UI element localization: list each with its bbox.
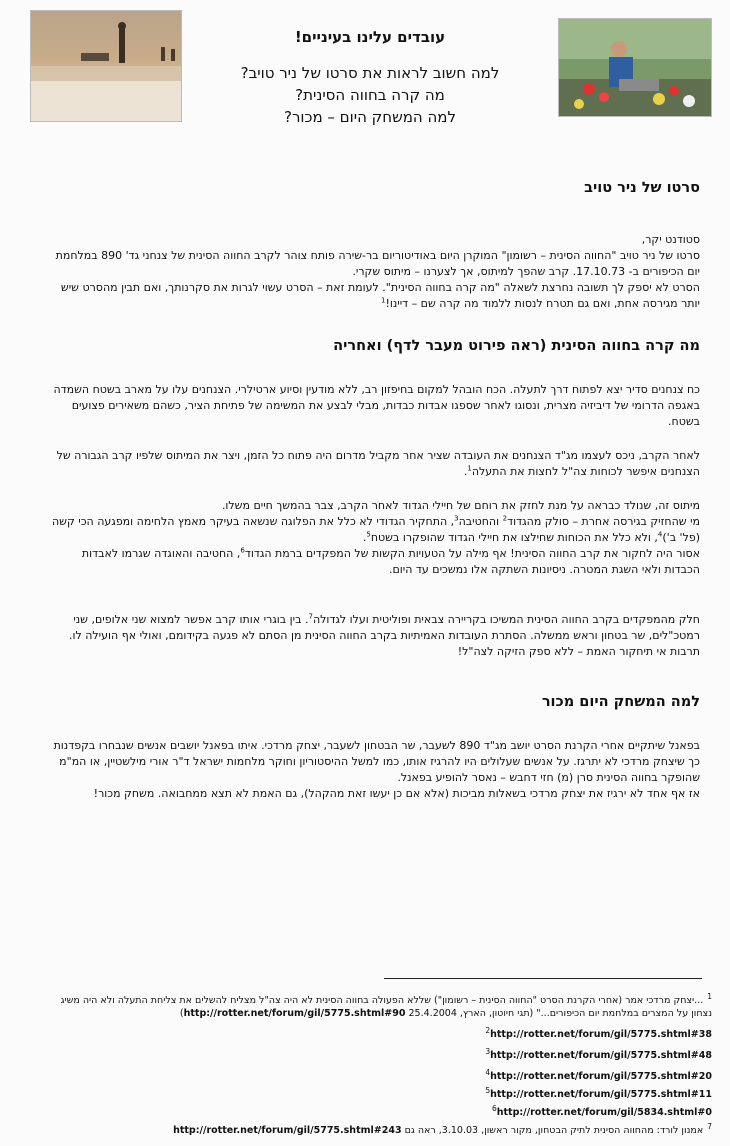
section-rigged-game-body [48, 738, 700, 802]
footnote-link[interactable]: http://rotter.net/forum/gil/5834.shtml#0 [496, 1107, 712, 1119]
footnote-ref[interactable]: 4 [657, 530, 663, 539]
footnote-number: 2 [485, 1026, 491, 1035]
tagline: עובדים עלינו בעיניים! [294, 28, 446, 46]
paragraph: כח צנחנים סדיר יצא לפתוח דרך לתעלה. הכח הובהל למקום בחיפזון רב, ללא מודעין וסיוע ארטילרי. הצנחנים עלו על מארב בשטח השמדה באגפה הדרומי של דיביזיה מצרית, ונסוגו לאחר שספגו אבדות כבדות, מבלי לבצע את המשימה של פתיחת הציר, כשהם משאירים פצועים בשטח. [53, 383, 700, 428]
paragraph: הסרט לא יספק לך תשובה נחרצת לשאלה "מה קרה בחווה הסינית". לעומת זאת – הסרט עשוי לגרות את סקרנותך, ואם תבין מהסרט שיש יותר מגירסה אחת, ואם גם תטרח לנסות ללמוד מה קרה שם – דיינו!$^1$ [60, 281, 700, 310]
section-chinese-farm [48, 338, 700, 354]
footnote-7 [40, 1120, 712, 1137]
paragraph: בפאנל שיתקיים אחרי הקרנת הסרט יושב מג"ד 890 לשעבר, שר הבטחון לשעבר, יצחק מרדכי. איתו בפאנל יושבים אנשים שנבחרו בקפדנות כך שיצחק מרדכי לא יתרגז. על אנשים שעלולים היו להרגיז אותו, כמו למשל ההיסטוריון וחוקר מלחמות ישראל ד"ר אורי מילשטיין, או המ"מ שהופקר בחווה הסינית סרן (מ) חזי דחבש – נאסר להופיע בפאנל. [53, 739, 700, 784]
question-2: מה קרה בחווה הסינית? [295, 86, 445, 104]
section-title: סרטו של ניר טויב [584, 180, 700, 196]
page-header [180, 28, 560, 128]
footnote-text: ...יצחק מרדכי אמר (אחרי הקרנת הסרט "החווה הסינית – רשומון") שללא הפעולה בחווה הסינית לא היה צה"ל מצליח להשלים את צליחת התעלה ולא היה משיג נצחון על המצרים במלחמת יום הכיפורים..." (תגי חיוטון, הארץ, 25.4.2004 [60, 995, 712, 1020]
footnote-2 [40, 1024, 712, 1041]
footnote-link[interactable]: http://rotter.net/forum/gil/5775.shtml#243 [173, 1125, 402, 1137]
footnote-3 [40, 1045, 712, 1062]
footnote-5 [40, 1084, 712, 1101]
paragraph: אסור היה לחקור את קרב החווה הסינית! אף מילה על הטעויות הקשות של המפקדים ברמת הגדוד$^6$, החטיבה והאוגדה שגרמו לאבדות הכבדות ולאי השגת המטרה. ניסיונות השתקה אלו נמשכים עד היום. [81, 546, 700, 576]
footnote-number: 7 [707, 1122, 712, 1131]
footnote-ref[interactable]: 6 [240, 546, 245, 555]
footnote-link[interactable]: http://rotter.net/forum/gil/5775.shtml#38 [490, 1029, 712, 1041]
footnote-ref[interactable]: 2 [502, 514, 508, 523]
paragraph: לאחר הקרב, ניכס לעצמו מג"ד הצנחנים את העובדה שציר אחר מקביל מדרום היה פתוח כל הזמן, ויצר את המיתוס שלפיו קרב הגבורה של הצנחנים איפשר לכוחות צה"ל לחצות את התעלה$^1$. [56, 449, 700, 478]
footnote-text: אמנון לורד: מהחווה הסינית לתיק הבטחון, מקור ראשון, 3.10.03, ראה גם [404, 1125, 704, 1137]
section-title: מה קרה בחווה הסינית (ראה פירוט מעבר לדף) ואחריה [333, 338, 700, 354]
footnote-link[interactable]: http://rotter.net/forum/gil/5775.shtml#20 [490, 1071, 712, 1083]
footnote-6 [40, 1102, 712, 1119]
paragraph: אז אף אחד לא ירגיז את יצחק מרדכי בשאלות מביכות (אלא אם כן יעשו זאת מהקהל), גם האמת לא תצא ממחבואה. משחק מכור! [93, 787, 700, 800]
footnote-4 [40, 1066, 712, 1083]
section-title: למה המשחק היום מכור [541, 694, 700, 710]
footnote-ref[interactable]: 1 [380, 296, 386, 305]
footnote-number: 1 [707, 992, 712, 1001]
paragraph: מי שהחזיק בגירסה אחרת – סולק מהגדוד$^2$ והחטיבה$^3$, התחקיר הגדודי לא כלל את הפלוגה שנשאה בעיקר מאמץ הלחימה ומפגעה הכי קשה (פל' ב')$^4$, ולא כלל את הכוחות שחילצו את חיילי הגדוד שהופקרו בשטח$^5$. [51, 514, 700, 544]
section-chinese-farm-p3 [48, 498, 700, 578]
footnote-ref[interactable]: 3 [454, 514, 459, 523]
paragraph: מיתוס זה, שנולד כבראה על מנת לחזק את רוחם של חיילי הגדוד לאחר הקרב, צבר בהמשך חיים משלו. [221, 499, 700, 512]
footnote-ref[interactable]: 5 [366, 530, 371, 539]
footnote-1: $^1$...יצחק מרדכי אמר (אחרי הקרנת הסרט "החווה הסינית – רשומון") שללא הפעולה בחווה הסינית לא היה צה"ל מצליח להשלים את צליחת התעלה ולא היה משיג נצחון על המצרים במלחמת יום הכיפורים..." (תגי חיוטון, הארץ, 25.4.2004 http://rotter.net/forum/gil/5775.shtml#90) [60, 992, 712, 1020]
footnote-number: 4 [485, 1068, 491, 1077]
footnote-link[interactable]: http://rotter.net/forum/gil/5775.shtml#90 [183, 1008, 406, 1020]
section-nir-toiv-body [48, 232, 700, 312]
footnote-link[interactable]: http://rotter.net/forum/gil/5775.shtml#48 [490, 1050, 712, 1062]
footnote-number: 3 [485, 1047, 491, 1056]
greeting: סטודנט יקר, [641, 233, 700, 246]
section-nir-toiv [48, 180, 700, 196]
footnote-ref[interactable]: 1 [467, 464, 472, 473]
section-chinese-farm-p2 [48, 448, 700, 480]
paragraph: חלק מהמפקדים בקרב החווה הסינית המשיכו בקריירה צבאית ופוליטית ועלו לגדולה$^7$. בין בוגרי אותו קרב אפשר למצוא שני אלופים, שני רמטכ"לים, שר בטחון וראש ממשלה. הסתרת העובדות האמיתיות בקרב החווה הסינית מן הסתם לא פגעה בקידומם, ואולי אף הועילה לו. תרבות אי תיחקור האמת – ללא ספק הזיקה לצה"ל! [69, 612, 700, 658]
memorial-photo [558, 18, 712, 117]
footnote-ref[interactable]: 7 [308, 612, 313, 621]
section-rigged-game [48, 694, 700, 710]
section-chinese-farm-p1 [48, 382, 700, 430]
footnote-number: 5 [485, 1086, 491, 1095]
desert-soldiers-photo [30, 10, 182, 122]
footnote-link[interactable]: http://rotter.net/forum/gil/5775.shtml#11 [490, 1089, 712, 1101]
question-1: למה חשוב לראות את סרטו של ניר טויב? [240, 64, 500, 82]
footnote-number: 6 [491, 1104, 497, 1113]
paragraph: סרטו של ניר טויב "החווה הסינית – רשומון" המוקרן היום באודיטוריום בר-שירה פותח צוהר לקרב החווה הסינית של צנחני גד' 890 במלחמת יום הכיפורים ב- 17.10.73. קרב שהפך למיתוס, אך לצערנו – מיתוס שקרי. [55, 249, 700, 278]
section-chinese-farm-p6 [48, 612, 700, 660]
footnote-divider [384, 978, 702, 979]
question-3: למה המשחק היום – מכור? [284, 108, 456, 126]
